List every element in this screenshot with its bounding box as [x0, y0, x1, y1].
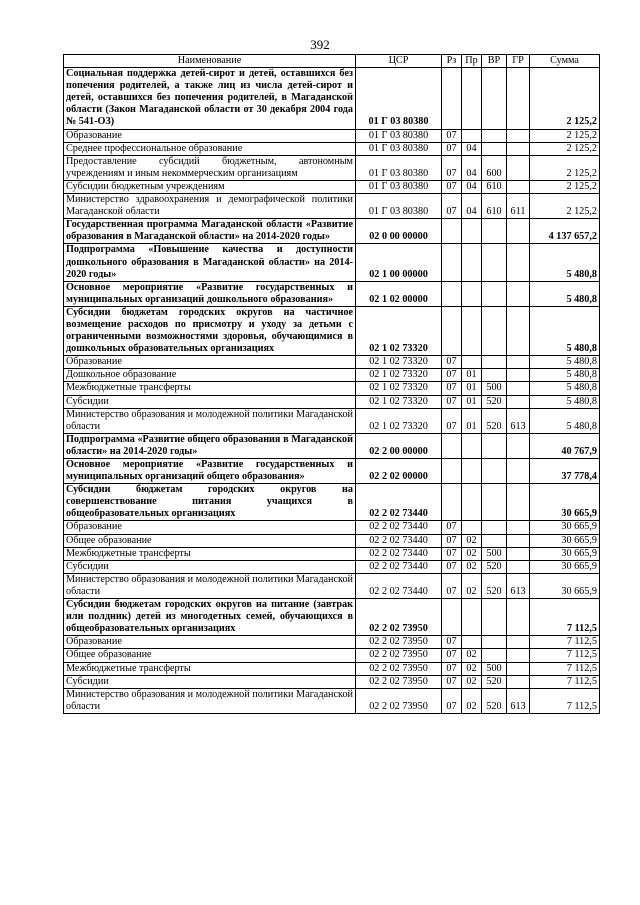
- cell-csr: 01 Г 03 80380: [356, 194, 442, 219]
- table-row: [64, 219, 600, 244]
- cell-vr: 610: [482, 180, 507, 193]
- cell-rz: 07: [442, 369, 462, 382]
- cell-gr: [507, 244, 530, 281]
- cell-name: Образование: [64, 521, 356, 534]
- table-row: [64, 382, 600, 395]
- cell-pr: 04: [462, 142, 482, 155]
- cell-csr: 02 1 02 73320: [356, 369, 442, 382]
- table-row: [64, 180, 600, 193]
- cell-pr: [462, 219, 482, 244]
- cell-sum: 30 665,9: [530, 521, 600, 534]
- cell-pr: [462, 281, 482, 306]
- cell-vr: [482, 129, 507, 142]
- cell-name: Дошкольное образование: [64, 369, 356, 382]
- table-row: [64, 395, 600, 408]
- cell-vr: [482, 459, 507, 484]
- cell-csr: 01 Г 03 80380: [356, 142, 442, 155]
- cell-csr: 02 2 02 73950: [356, 636, 442, 649]
- cell-rz: 07: [442, 573, 462, 598]
- cell-gr: [507, 129, 530, 142]
- cell-sum: 2 125,2: [530, 194, 600, 219]
- cell-sum: 5 480,8: [530, 244, 600, 281]
- cell-rz: [442, 599, 462, 636]
- cell-sum: 2 125,2: [530, 155, 600, 180]
- cell-sum: 2 125,2: [530, 68, 600, 129]
- cell-pr: [462, 68, 482, 129]
- cell-pr: 01: [462, 408, 482, 433]
- cell-rz: 07: [442, 155, 462, 180]
- cell-vr: 600: [482, 155, 507, 180]
- cell-pr: 01: [462, 369, 482, 382]
- cell-gr: [507, 675, 530, 688]
- cell-vr: 520: [482, 675, 507, 688]
- cell-vr: 500: [482, 662, 507, 675]
- cell-rz: 07: [442, 688, 462, 713]
- table-row: [64, 369, 600, 382]
- cell-pr: [462, 599, 482, 636]
- cell-gr: [507, 636, 530, 649]
- column-header-rz: Рз: [442, 55, 462, 68]
- cell-sum: 30 665,9: [530, 484, 600, 521]
- cell-csr: 02 2 00 00000: [356, 433, 442, 458]
- cell-gr: [507, 369, 530, 382]
- cell-gr: [507, 547, 530, 560]
- cell-sum: 30 665,9: [530, 573, 600, 598]
- cell-gr: [507, 433, 530, 458]
- cell-csr: 02 1 02 73320: [356, 306, 442, 355]
- table-row: [64, 649, 600, 662]
- cell-sum: 5 480,8: [530, 306, 600, 355]
- table-row: [64, 155, 600, 180]
- cell-csr: 02 2 02 73440: [356, 484, 442, 521]
- cell-pr: 01: [462, 395, 482, 408]
- cell-sum: 5 480,8: [530, 281, 600, 306]
- cell-rz: 07: [442, 636, 462, 649]
- cell-sum: 2 125,2: [530, 180, 600, 193]
- cell-gr: [507, 649, 530, 662]
- cell-rz: [442, 433, 462, 458]
- cell-name: Общее образование: [64, 649, 356, 662]
- column-header-name: Наименование: [64, 55, 356, 68]
- cell-gr: [507, 459, 530, 484]
- cell-name: Министерство здравоохранения и демографической политики Магаданской области: [64, 194, 356, 219]
- cell-sum: 37 778,4: [530, 459, 600, 484]
- table-row: [64, 560, 600, 573]
- cell-rz: [442, 219, 462, 244]
- cell-vr: [482, 649, 507, 662]
- column-header-vr: ВР: [482, 55, 507, 68]
- cell-pr: [462, 521, 482, 534]
- cell-name: Министерство образования и молодежной политики Магаданской области: [64, 408, 356, 433]
- cell-sum: 5 480,8: [530, 369, 600, 382]
- table-row: [64, 534, 600, 547]
- cell-rz: [442, 484, 462, 521]
- cell-sum: 7 112,5: [530, 649, 600, 662]
- cell-csr: 02 0 00 00000: [356, 219, 442, 244]
- cell-vr: [482, 484, 507, 521]
- column-header-gr: ГР: [507, 55, 530, 68]
- cell-rz: 07: [442, 129, 462, 142]
- table-row: [64, 129, 600, 142]
- cell-rz: 07: [442, 534, 462, 547]
- cell-csr: 02 2 02 73950: [356, 662, 442, 675]
- cell-rz: 07: [442, 675, 462, 688]
- cell-csr: 02 2 02 73440: [356, 560, 442, 573]
- cell-csr: 02 2 02 73440: [356, 534, 442, 547]
- cell-name: Субсидии: [64, 560, 356, 573]
- cell-csr: 02 2 02 73440: [356, 547, 442, 560]
- cell-pr: [462, 356, 482, 369]
- cell-vr: [482, 636, 507, 649]
- cell-csr: 02 1 02 73320: [356, 382, 442, 395]
- cell-name: Межбюджетные трансферты: [64, 382, 356, 395]
- cell-name: Межбюджетные трансферты: [64, 662, 356, 675]
- cell-rz: 07: [442, 408, 462, 433]
- column-header-csr: ЦСР: [356, 55, 442, 68]
- cell-vr: [482, 244, 507, 281]
- cell-vr: [482, 356, 507, 369]
- cell-rz: 07: [442, 662, 462, 675]
- cell-name: Субсидии: [64, 395, 356, 408]
- table-row: [64, 688, 600, 713]
- table-row: [64, 68, 600, 129]
- cell-rz: 07: [442, 194, 462, 219]
- cell-gr: [507, 521, 530, 534]
- table-row: [64, 194, 600, 219]
- cell-rz: 07: [442, 521, 462, 534]
- cell-sum: 40 767,9: [530, 433, 600, 458]
- cell-pr: [462, 129, 482, 142]
- cell-sum: 7 112,5: [530, 599, 600, 636]
- cell-csr: 02 1 02 73320: [356, 356, 442, 369]
- cell-csr: 02 2 02 00000: [356, 459, 442, 484]
- cell-pr: [462, 636, 482, 649]
- cell-vr: [482, 534, 507, 547]
- cell-name: Подпрограмма «Развитие общего образования в Магаданской области» на 2014-2020 годы»: [64, 433, 356, 458]
- page-number: 392: [310, 37, 330, 52]
- table-row: [64, 244, 600, 281]
- cell-pr: 02: [462, 675, 482, 688]
- cell-vr: [482, 281, 507, 306]
- table-row: [64, 433, 600, 458]
- cell-csr: 02 2 02 73440: [356, 573, 442, 598]
- cell-gr: 611: [507, 194, 530, 219]
- cell-vr: 500: [482, 382, 507, 395]
- cell-sum: 7 112,5: [530, 675, 600, 688]
- cell-name: Субсидии бюджетам городских округов на частичное возмещение расходов по присмотру и уходу за детьми с ограниченными возможностями здоровья, обучающимися в дошкольных образовательных организациях: [64, 306, 356, 355]
- cell-name: Субсидии бюджетам городских округов на питание (завтрак или полдник) детей из многодетных семей, обучающихся в общеобразовательных организациях: [64, 599, 356, 636]
- budget-table: [63, 54, 600, 714]
- cell-csr: 01 Г 03 80380: [356, 155, 442, 180]
- cell-gr: [507, 560, 530, 573]
- cell-name: Межбюджетные трансферты: [64, 547, 356, 560]
- cell-sum: 5 480,8: [530, 408, 600, 433]
- cell-gr: [507, 534, 530, 547]
- cell-pr: 02: [462, 560, 482, 573]
- cell-pr: [462, 244, 482, 281]
- cell-name: Субсидии: [64, 675, 356, 688]
- cell-sum: 30 665,9: [530, 547, 600, 560]
- cell-sum: 2 125,2: [530, 142, 600, 155]
- cell-sum: 5 480,8: [530, 395, 600, 408]
- cell-vr: [482, 142, 507, 155]
- cell-name: Субсидии бюджетам городских округов на совершенствование питания учащихся в общеобразовательных организациях: [64, 484, 356, 521]
- cell-gr: [507, 662, 530, 675]
- table-row: [64, 573, 600, 598]
- cell-gr: [507, 395, 530, 408]
- table-row: [64, 142, 600, 155]
- cell-rz: 07: [442, 649, 462, 662]
- cell-name: Подпрограмма «Повышение качества и доступности дошкольного образования в Магаданской области» на 2014-2020 годы»: [64, 244, 356, 281]
- cell-csr: 02 1 02 00000: [356, 281, 442, 306]
- cell-sum: 5 480,8: [530, 382, 600, 395]
- cell-vr: [482, 369, 507, 382]
- cell-csr: 02 1 00 00000: [356, 244, 442, 281]
- cell-csr: 02 2 02 73950: [356, 599, 442, 636]
- cell-name: Основное мероприятие «Развитие государственных и муниципальных организаций общего образования»: [64, 459, 356, 484]
- cell-vr: [482, 68, 507, 129]
- cell-name: Предоставление субсидий бюджетным, автономным учреждениям и иным некоммерческим организациям: [64, 155, 356, 180]
- cell-name: Министерство образования и молодежной политики Магаданской области: [64, 688, 356, 713]
- cell-name: Министерство образования и молодежной политики Магаданской области: [64, 573, 356, 598]
- table-row: [64, 356, 600, 369]
- table-row: [64, 636, 600, 649]
- cell-rz: 07: [442, 560, 462, 573]
- cell-name: Социальная поддержка детей-сирот и детей, оставшихся без попечения родителей, а также лиц из числа детей-сирот и детей, оставшихся без попечения родителей, в Магаданской области (Закон Магаданской области от 30 декабря 2004 года № 541-ОЗ): [64, 68, 356, 129]
- cell-rz: [442, 459, 462, 484]
- cell-vr: 520: [482, 688, 507, 713]
- cell-gr: 613: [507, 408, 530, 433]
- cell-csr: 01 Г 03 80380: [356, 129, 442, 142]
- cell-pr: 02: [462, 649, 482, 662]
- cell-pr: 01: [462, 382, 482, 395]
- table-row: [64, 484, 600, 521]
- cell-pr: 02: [462, 688, 482, 713]
- cell-pr: [462, 306, 482, 355]
- cell-gr: [507, 599, 530, 636]
- cell-name: Образование: [64, 356, 356, 369]
- cell-vr: 610: [482, 194, 507, 219]
- table-header-row: [64, 55, 600, 68]
- cell-pr: 02: [462, 662, 482, 675]
- cell-pr: 04: [462, 180, 482, 193]
- cell-csr: 01 Г 03 80380: [356, 180, 442, 193]
- table-row: [64, 599, 600, 636]
- cell-gr: [507, 142, 530, 155]
- cell-vr: 520: [482, 408, 507, 433]
- cell-sum: 2 125,2: [530, 129, 600, 142]
- cell-vr: [482, 599, 507, 636]
- cell-pr: 02: [462, 534, 482, 547]
- cell-name: Субсидии бюджетным учреждениям: [64, 180, 356, 193]
- cell-vr: 500: [482, 547, 507, 560]
- cell-rz: 07: [442, 180, 462, 193]
- cell-vr: [482, 433, 507, 458]
- cell-gr: [507, 382, 530, 395]
- cell-csr: 02 1 02 73320: [356, 408, 442, 433]
- cell-gr: [507, 68, 530, 129]
- cell-name: Образование: [64, 129, 356, 142]
- cell-name: Образование: [64, 636, 356, 649]
- cell-csr: 02 2 02 73950: [356, 649, 442, 662]
- table-row: [64, 281, 600, 306]
- table-row: [64, 547, 600, 560]
- table-row: [64, 306, 600, 355]
- cell-vr: 520: [482, 573, 507, 598]
- cell-csr: 02 2 02 73440: [356, 521, 442, 534]
- cell-pr: [462, 484, 482, 521]
- cell-gr: 613: [507, 573, 530, 598]
- cell-gr: [507, 306, 530, 355]
- cell-vr: [482, 521, 507, 534]
- cell-sum: 5 480,8: [530, 356, 600, 369]
- cell-pr: [462, 459, 482, 484]
- column-header-sum: Сумма: [530, 55, 600, 68]
- cell-vr: [482, 219, 507, 244]
- table-row: [64, 662, 600, 675]
- cell-name: Среднее профессиональное образование: [64, 142, 356, 155]
- table-row: [64, 408, 600, 433]
- cell-pr: 02: [462, 547, 482, 560]
- cell-rz: [442, 281, 462, 306]
- cell-sum: 7 112,5: [530, 662, 600, 675]
- cell-gr: [507, 281, 530, 306]
- cell-name: Государственная программа Магаданской области «Развитие образования в Магаданской области» на 2014-2020 годы»: [64, 219, 356, 244]
- cell-sum: 7 112,5: [530, 688, 600, 713]
- cell-rz: 07: [442, 547, 462, 560]
- cell-gr: [507, 219, 530, 244]
- cell-vr: 520: [482, 560, 507, 573]
- cell-gr: [507, 484, 530, 521]
- cell-pr: 04: [462, 194, 482, 219]
- cell-rz: 07: [442, 382, 462, 395]
- cell-csr: 02 2 02 73950: [356, 688, 442, 713]
- cell-vr: 520: [482, 395, 507, 408]
- table-row: [64, 459, 600, 484]
- cell-sum: 30 665,9: [530, 560, 600, 573]
- cell-sum: 30 665,9: [530, 534, 600, 547]
- cell-name: Основное мероприятие «Развитие государственных и муниципальных организаций дошкольного образования»: [64, 281, 356, 306]
- cell-csr: 02 1 02 73320: [356, 395, 442, 408]
- cell-gr: [507, 155, 530, 180]
- table-row: [64, 675, 600, 688]
- column-header-pr: Пр: [462, 55, 482, 68]
- cell-pr: 04: [462, 155, 482, 180]
- cell-gr: 613: [507, 688, 530, 713]
- cell-name: Общее образование: [64, 534, 356, 547]
- cell-rz: 07: [442, 356, 462, 369]
- cell-pr: 02: [462, 573, 482, 598]
- cell-rz: [442, 68, 462, 129]
- cell-sum: 4 137 657,2: [530, 219, 600, 244]
- cell-rz: 07: [442, 142, 462, 155]
- table-row: [64, 521, 600, 534]
- cell-csr: 02 2 02 73950: [356, 675, 442, 688]
- cell-vr: [482, 306, 507, 355]
- cell-gr: [507, 180, 530, 193]
- cell-csr: 01 Г 03 80380: [356, 68, 442, 129]
- cell-rz: [442, 244, 462, 281]
- cell-sum: 7 112,5: [530, 636, 600, 649]
- cell-rz: 07: [442, 395, 462, 408]
- cell-rz: [442, 306, 462, 355]
- cell-gr: [507, 356, 530, 369]
- cell-pr: [462, 433, 482, 458]
- table-body: [64, 68, 600, 714]
